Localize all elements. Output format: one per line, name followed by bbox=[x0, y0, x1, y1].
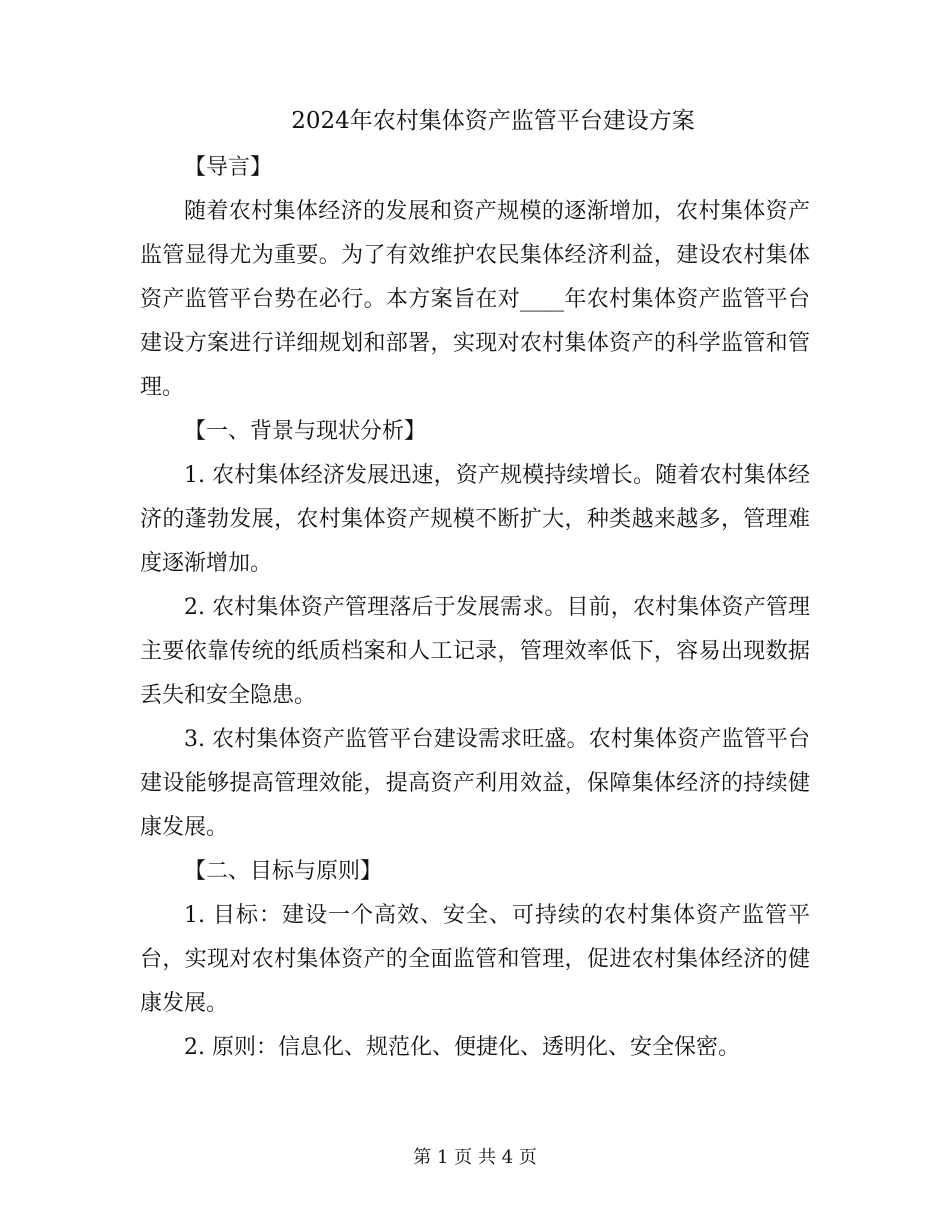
intro-heading: 【导言】 bbox=[184, 155, 273, 180]
background-section bbox=[140, 410, 810, 850]
background-item-3: 3. 农村集体资产监管平台建设需求旺盛。农村集体资产监管平台建设能够提高管理效能，提高资产利用效益，保障集体经济的持续健康发展。 bbox=[140, 727, 810, 840]
intro-paragraph: 随着农村集体经济的发展和资产规模的逐渐增加，农村集体资产监管显得尤为重要。为了有效维护农民集体经济利益，建设农村集体资产监管平台势在必行。本方案旨在对____年农村集体资产监管平台建设方案进行详细规划和部署，实现对农村集体资产的科学监管和管理。 bbox=[140, 199, 810, 400]
background-heading: 【一、背景与现状分析】 bbox=[184, 419, 427, 444]
intro-section bbox=[140, 146, 810, 410]
goals-section bbox=[140, 850, 810, 1070]
goals-item-2: 2. 原则：信息化、规范化、便捷化、透明化、安全保密。 bbox=[184, 1035, 740, 1060]
background-item-1: 1. 农村集体经济发展迅速，资产规模持续增长。随着农村集体经济的蓬勃发展，农村集体资产规模不断扩大，种类越来越多，管理难度逐渐增加。 bbox=[140, 463, 810, 576]
goals-item-1: 1. 目标：建设一个高效、安全、可持续的农村集体资产监管平台，实现对农村集体资产的全面监管和管理，促进农村集体经济的健康发展。 bbox=[140, 903, 810, 1016]
background-item-2: 2. 农村集体资产管理落后于发展需求。目前，农村集体资产管理主要依靠传统的纸质档案和人工记录，管理效率低下，容易出现数据丢失和安全隐患。 bbox=[140, 595, 810, 708]
document-body bbox=[140, 100, 810, 1070]
page-footer: 第 1 页 共 4 页 bbox=[413, 1147, 537, 1168]
goals-heading: 【二、目标与原则】 bbox=[184, 859, 383, 884]
document-title: 2024年农村集体资产监管平台建设方案 bbox=[291, 108, 695, 134]
